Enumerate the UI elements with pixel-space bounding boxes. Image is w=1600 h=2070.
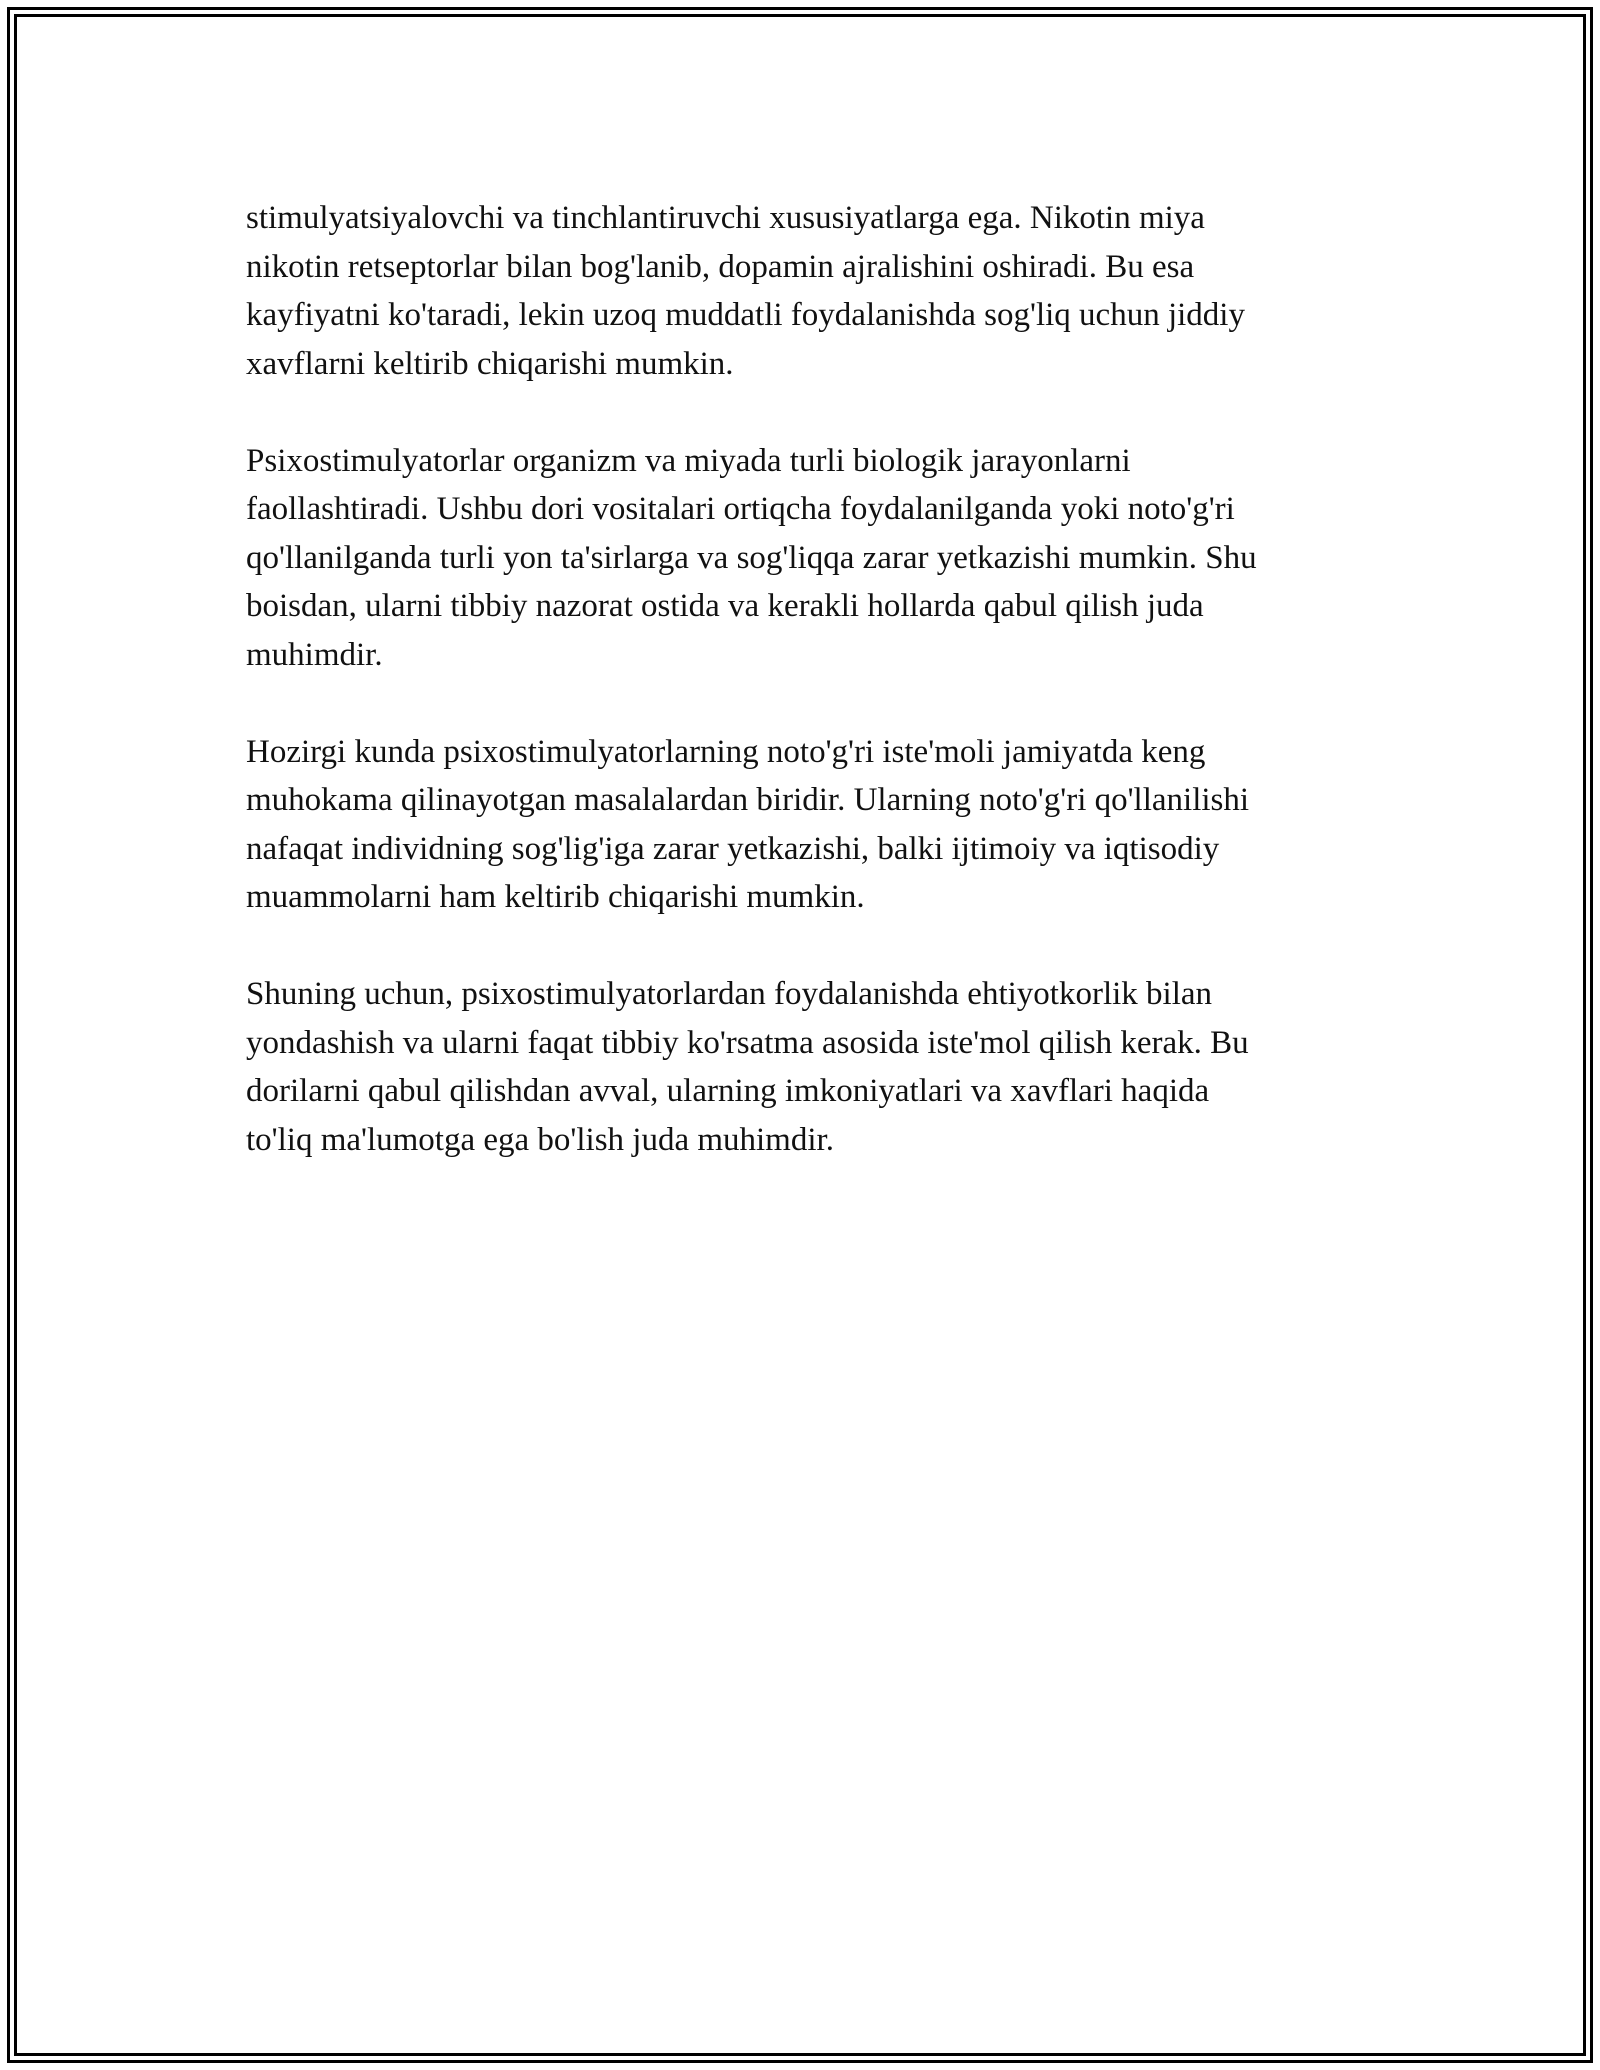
page-frame <box>7 7 1593 2063</box>
paragraph-3: Hozirgi kunda psixostimulyatorlarning noto'g'ri iste'moli jamiyatda keng muhokama qilinayotgan masalalardan biridir. Ularning noto'g'ri qo'llanilishi nafaqat individning sog'lig'iga zarar yetkazishi, balki ijtimoiy va iqtisodiy muammolarni ham keltirib chiqarishi mumkin. <box>246 733 1250 915</box>
document-body <box>246 194 1426 1213</box>
paragraph-4: Shuning uchun, psixostimulyatorlardan foydalanishda ehtiyotkorlik bilan yondashish va ularni faqat tibbiy ko'rsatma asosida iste'mol qilish kerak. Bu dorilarni qabul qilishdan avval, ularning imkoniyatlari va xavflari haqida to'liq ma'lumotga ega bo'lish juda muhimdir. <box>246 976 1249 1158</box>
paragraph-2: Psixostimulyatorlar organizm va miyada turli biologik jarayonlarni faollashtiradi. Ushbu dori vositalari ortiqcha foydalanilganda yoki noto'g'ri qo'llanilganda turli yon ta'sirlarga va sog'liqqa zarar yetkazishi mumkin. Shu boisdan, ularni tibbiy nazorat ostida va kerakli hollarda qabul qilish juda muhimdir. <box>246 442 1257 673</box>
paragraph-1: stimulyatsiyalovchi va tinchlantiruvchi xususiyatlarga ega. Nikotin miya nikotin retseptorlar bilan bog'lanib, dopamin ajralishini oshiradi. Bu esa kayfiyatni ko'taradi, lekin uzoq muddatli foydalanishda sog'liq uchun jiddiy xavflarni keltirib chiqarishi mumkin. <box>246 200 1245 382</box>
